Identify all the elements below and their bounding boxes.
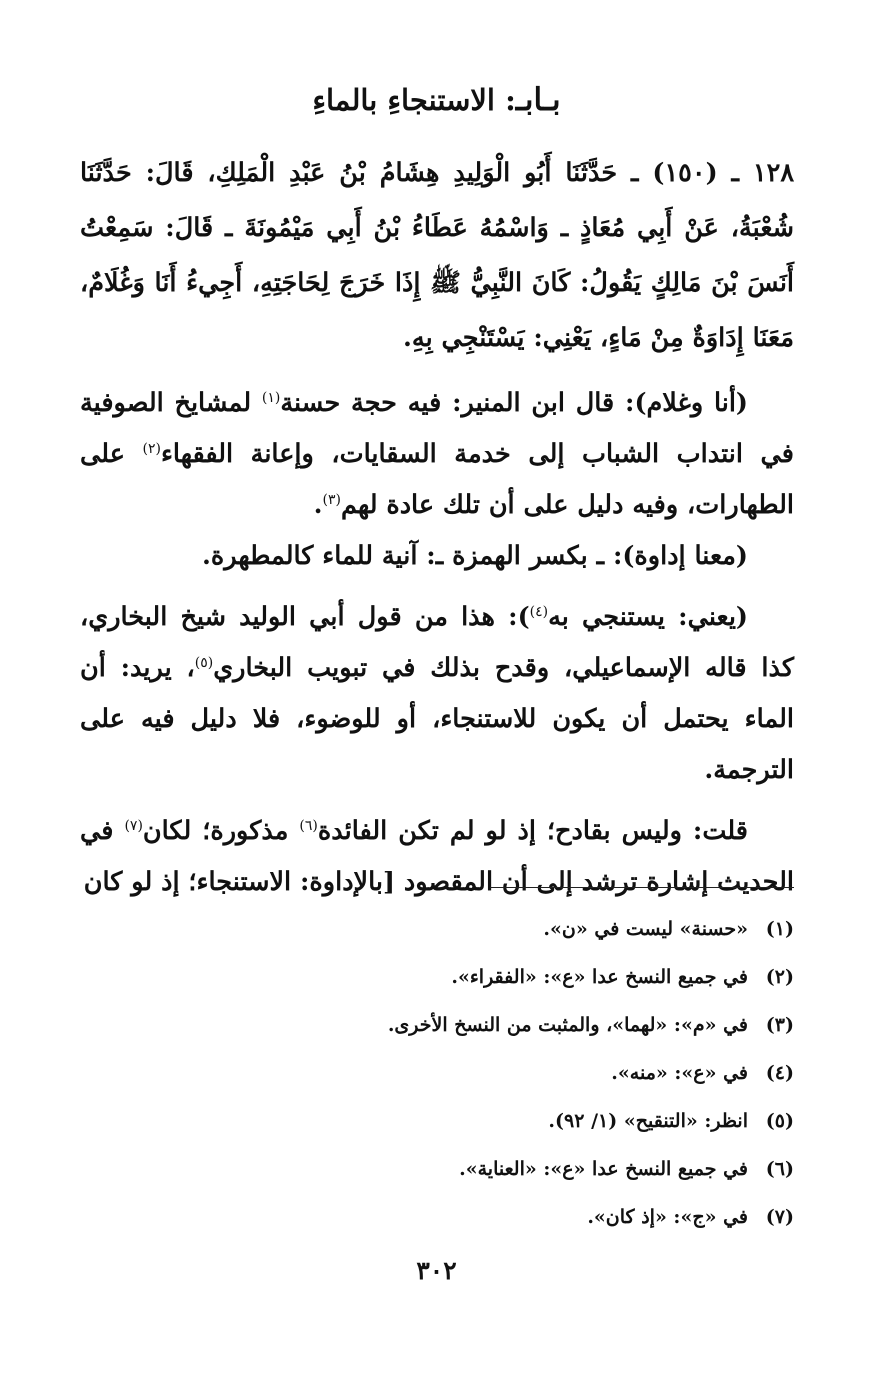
footnote-item — [80, 905, 794, 953]
footnote-number: (١) — [765, 918, 794, 940]
footnote-text: في «ع»: «منه». — [611, 1062, 748, 1084]
chapter-label: بـابـ — [515, 82, 561, 118]
footnote-text: في «ج»: «إذ كان». — [587, 1206, 748, 1228]
commentary-paragraph — [80, 531, 794, 582]
footnote-number: (٥) — [765, 1110, 794, 1132]
footnote-ref: (٥) — [194, 655, 214, 671]
text-segment: (معنا إداوة): ـ بكسر الهمزة ـ: آنية للماء كالمطهرة. — [202, 541, 748, 571]
hadith-text: ١٢٨ ـ (١٥٠) ـ حَدَّثَنَا أَبُو الْوَلِيدِ هِشَامُ بْنُ عَبْدِ الْمَلِكِ، قَالَ: حَدَّثَنَا شُعْبَةُ، عَنْ أَبِي مُعَاذٍ ـ وَاسْمُهُ عَطَاءُ بْنُ أَبِي مَيْمُونَةَ ـ قَالَ: سَمِعْتُ أَنَسَ بْنَ مَالِكٍ يَقُولُ: كَانَ النَّبِيُّ ﷺ إِذَا خَرَجَ لِحَاجَتِهِ، أَجِيءُ أَنَا وَغُلَامٌ، مَعَنَا إِدَاوَةٌ مِنْ مَاءٍ، يَعْنِي: يَسْتَنْجِي بِهِ. — [80, 158, 795, 353]
footnote-text: «حسنة» ليست في «ن». — [543, 918, 748, 940]
commentary — [80, 378, 794, 908]
chapter-title: : الاستنجاءِ بالماءِ — [312, 83, 516, 117]
page-number: ٣٠٢ — [416, 1256, 457, 1285]
text-segment: ): هذا من قول أبي الوليد شيخ البخاري، كذا قاله الإسماعيلي، وقدح بذلك في تبويب البخاري — [80, 602, 795, 683]
footnote-ref: (٢) — [142, 441, 161, 457]
text-segment: . — [313, 490, 323, 520]
footnote-number: (٦) — [765, 1158, 794, 1180]
footnote-number: (٧) — [765, 1206, 794, 1228]
footnote-text: في جميع النسخ عدا «ع»: «العناية». — [459, 1158, 748, 1180]
footnote-number: (٣) — [765, 1014, 794, 1036]
footnote-item — [80, 1193, 794, 1241]
footnote-item — [80, 953, 794, 1001]
commentary-paragraph — [80, 806, 794, 908]
text-segment: لمشايخ الصوفية في انتداب الشباب إلى خدمة السقايات، وإعانة الفقهاء — [80, 388, 794, 469]
text-segment: ، يريد: أن الماء يحتمل أن يكون للاستنجاء، أو للوضوء، فلا دليل فيه على الترجمة. — [80, 653, 794, 785]
text-segment: (أنا وغلام): قال ابن المنير: فيه حجة حسنة — [280, 388, 748, 418]
text-segment: (يعني: يستنجي به — [548, 602, 748, 632]
chapter-heading — [0, 78, 873, 122]
footnote-ref: (١) — [261, 390, 281, 406]
footnote-item — [80, 1145, 794, 1193]
footnote-ref: (٤) — [529, 604, 549, 620]
footnote-number: (٤) — [765, 1062, 794, 1084]
footnote-number: (٢) — [765, 966, 794, 988]
footnote-ref: (٣) — [322, 492, 341, 508]
text-segment: مذكورة؛ لكان — [142, 816, 300, 846]
footnote-ref: (٧) — [124, 818, 143, 834]
footnote-item — [80, 1001, 794, 1049]
commentary-paragraph — [80, 378, 794, 531]
footnote-item — [80, 1049, 794, 1097]
text-segment: على الطهارات، وفيه دليل على أن تلك عادة لهم — [80, 439, 794, 520]
footnote-ref: (٦) — [299, 818, 318, 834]
footnote-text: انظر: «التنقيح» (١/ ٩٢). — [548, 1110, 748, 1132]
footnotes-list — [80, 905, 794, 1241]
commentary-paragraph — [80, 592, 794, 796]
footnote-divider — [490, 887, 794, 888]
text-segment: في الحديث إشارة ترشد إلى أن المقصود [بالإداوة: الاستنجاء؛ إذ لو كان — [80, 816, 794, 897]
footnote-text: في «م»: «لهما»، والمثبت من النسخ الأخرى. — [387, 1014, 748, 1036]
text-segment: قلت: وليس بقادح؛ إذ لو لم تكن الفائدة — [317, 816, 748, 846]
footnote-item — [80, 1097, 794, 1145]
footnote-text: في جميع النسخ عدا «ع»: «الفقراء». — [451, 966, 748, 988]
